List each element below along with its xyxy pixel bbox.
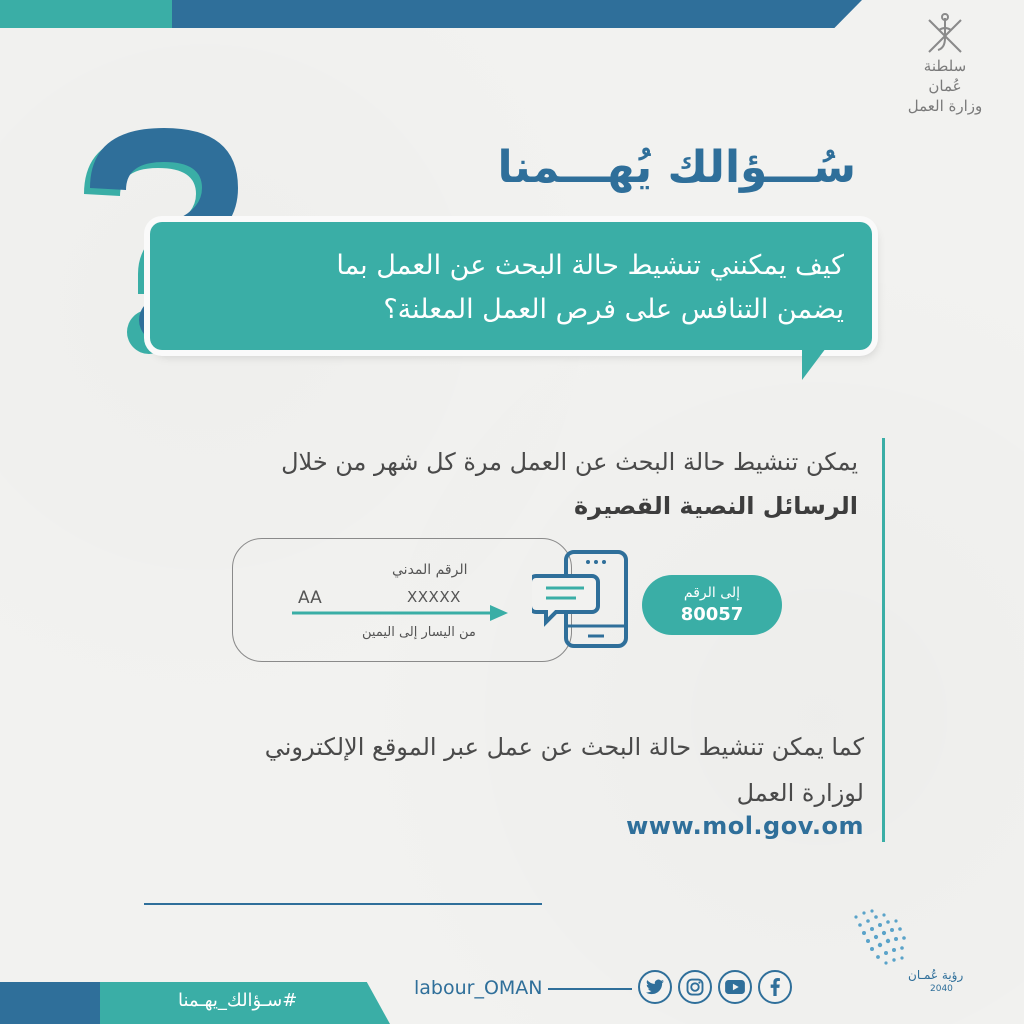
vision-text: رؤية عُمـان [908, 968, 964, 982]
website-link[interactable]: www.mol.gov.om [626, 812, 864, 840]
hashtag[interactable]: #سـؤالك_يهـمنا [178, 990, 298, 1011]
answer-accent-line [882, 438, 885, 842]
top-blue-bar [172, 0, 862, 28]
question-bubble [150, 222, 872, 350]
phone-message-icon [532, 548, 632, 648]
sms-answer [178, 440, 858, 528]
sms-method: الرسائل النصية القصيرة [573, 492, 858, 520]
social-handle[interactable]: labour_OMAN [414, 977, 543, 999]
sms-intro: يمكن تنشيط حالة البحث عن العمل مرة كل شهر من خلال [281, 448, 858, 476]
to-number-label: إلى الرقم [683, 585, 741, 601]
sms-number-badge [642, 575, 782, 635]
bubble-tail [802, 340, 832, 380]
footer-divider [144, 903, 542, 905]
to-number-value: 80057 [680, 604, 744, 625]
civil-number-label: الرقم المدني [392, 562, 468, 578]
arrow-right-icon [292, 603, 512, 623]
sms-prefix: AA [298, 588, 322, 608]
youtube-icon[interactable] [718, 970, 752, 1004]
khanjar-emblem-icon [923, 12, 967, 56]
web-intro: كما يمكن تنشيط حالة البحث عن عمل عبر الموقع الإلكتروني [264, 733, 864, 761]
vision-year: 2040 [930, 984, 953, 994]
question-text [184, 244, 844, 332]
web-ministry: لوزارة العمل [736, 779, 864, 807]
page-title: سُـــؤالك يُهـــمنا [497, 142, 856, 193]
sms-format-box [232, 538, 572, 662]
facebook-icon[interactable] [758, 970, 792, 1004]
question-line-2: يضمن التنافس على فرص العمل المعلنة؟ [383, 294, 844, 325]
web-answer [164, 724, 864, 816]
question-line-1: كيف يمكنني تنشيط حالة البحث عن العمل بما [336, 250, 844, 281]
instagram-icon[interactable] [678, 970, 712, 1004]
civil-number-value: XXXXX [407, 588, 461, 606]
emblem-line-2: وزارة العمل [907, 97, 983, 115]
bottom-blue-bar [0, 982, 104, 1024]
emblem-line-1: سلطنة عُمان [923, 57, 967, 95]
ministry-emblem [905, 12, 985, 115]
top-teal-bar [0, 0, 175, 28]
handle-line [548, 988, 632, 990]
twitter-icon[interactable] [638, 970, 672, 1004]
oman-vision-logo [846, 905, 996, 1005]
typing-direction: من اليسار إلى اليمين [362, 625, 476, 640]
